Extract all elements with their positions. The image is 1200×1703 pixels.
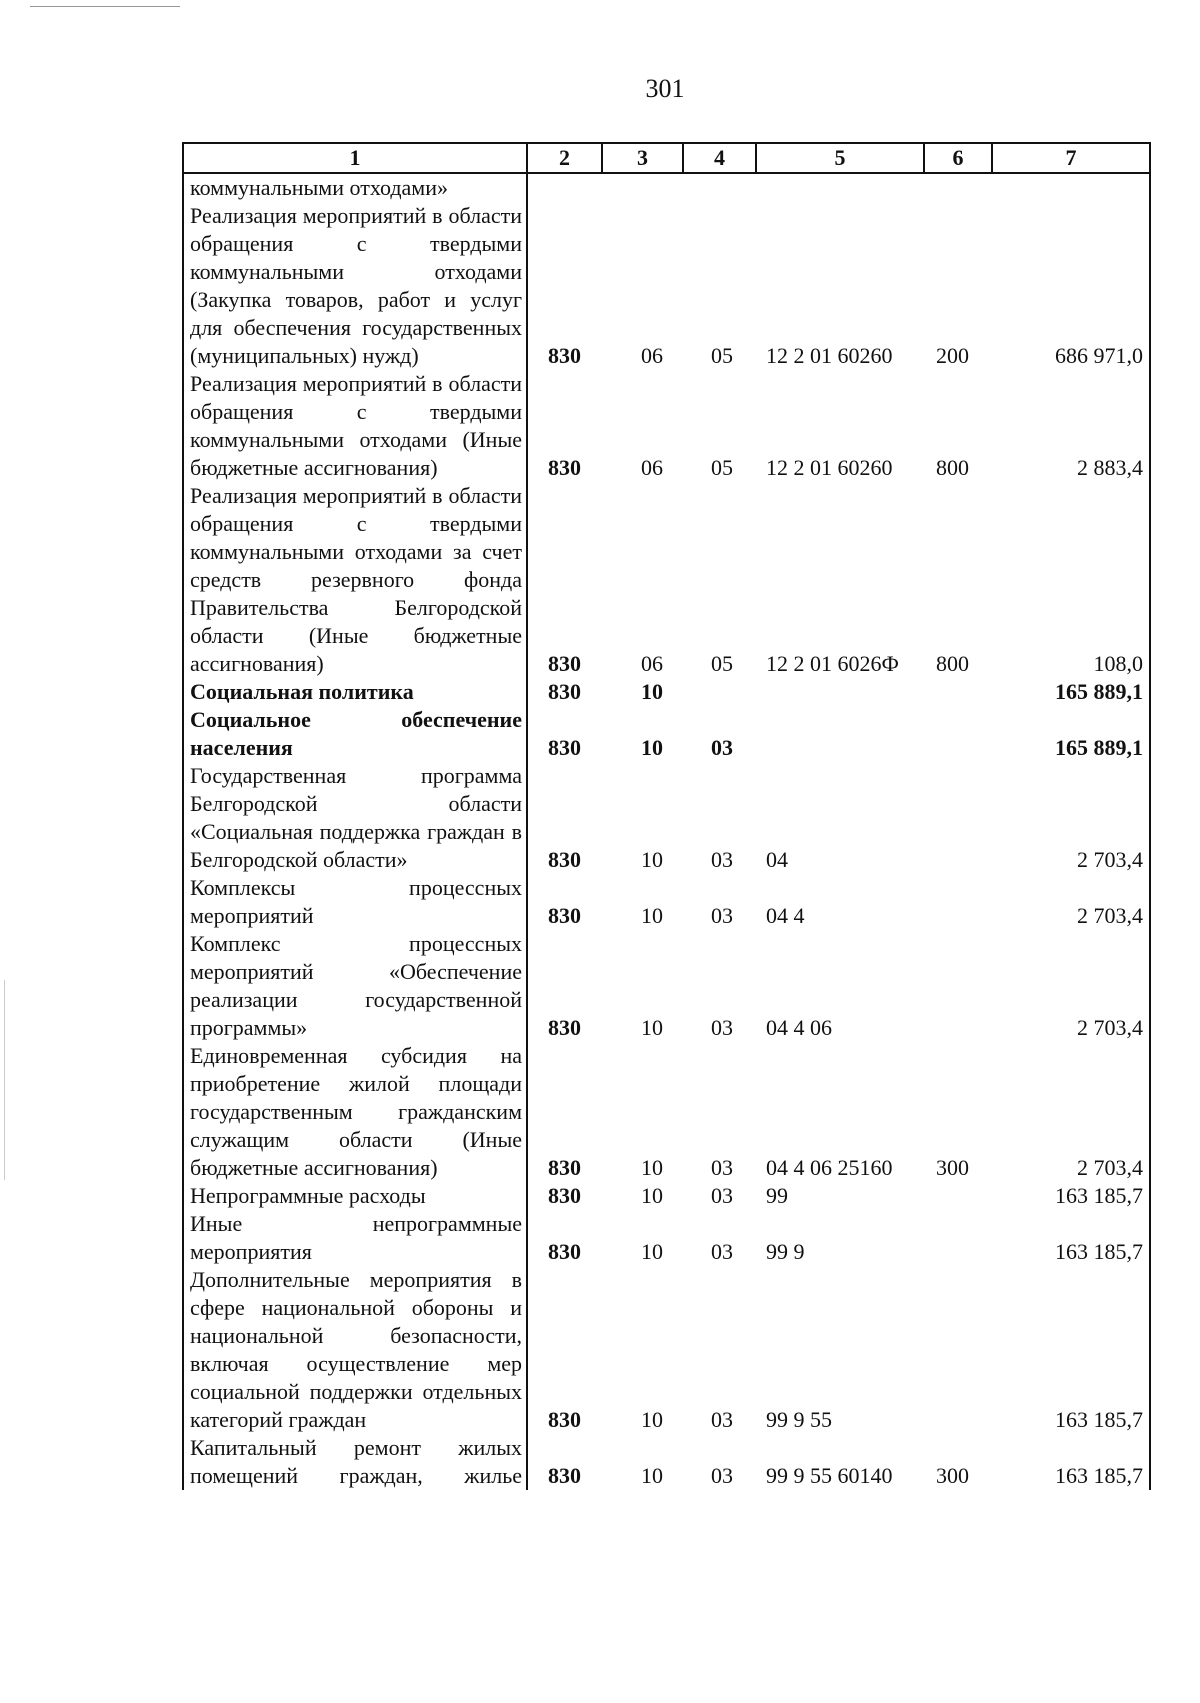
table-row — [183, 1042, 1150, 1182]
cell-subsection: 03 — [711, 1463, 733, 1488]
cell-expense-type — [924, 874, 992, 930]
cell-name: Единовременная субсидия на приобретение жилой площади государственным гражданским служащим области (Иные бюджетные ассигнования) — [183, 1042, 527, 1182]
table-row — [183, 1210, 1150, 1266]
cell-expense-type — [924, 173, 992, 202]
cell-target-article: 12 2 01 6026Ф — [766, 651, 899, 676]
cell-expense-type: 800 — [936, 455, 969, 480]
cell-name: Иные непрограммные мероприятия — [183, 1210, 527, 1266]
table-row — [183, 1434, 1150, 1490]
cell-admin-code: 830 — [548, 1155, 581, 1180]
cell-admin-code — [527, 173, 602, 202]
cell-section: 06 — [641, 651, 663, 676]
cell-target-article: 99 9 55 — [766, 1407, 832, 1432]
cell-admin-code: 830 — [548, 847, 581, 872]
cell-name: Дополнительные мероприятия в сфере национальной обороны и национальной безопасности, включая осуществление мер социальной поддержки отдельных категорий граждан — [183, 1266, 527, 1434]
header-row — [183, 143, 1150, 173]
table-row — [183, 1182, 1150, 1210]
cell-target-article — [756, 173, 924, 202]
cell-name: Реализация мероприятий в области обращения с твердыми коммунальными отходами (Иные бюджетные ассигнования) — [183, 370, 527, 482]
cell-subsection: 03 — [711, 1015, 733, 1040]
cell-subsection: 03 — [711, 903, 733, 928]
cell-section: 10 — [641, 1407, 663, 1432]
cell-name: Социальная политика — [183, 678, 527, 706]
header-col-2: 2 — [527, 143, 602, 173]
cell-amount: 108,0 — [1093, 651, 1143, 676]
cell-subsection: 03 — [711, 735, 733, 760]
cell-expense-type — [924, 762, 992, 874]
cell-amount: 163 185,7 — [1055, 1183, 1143, 1208]
cell-section: 06 — [641, 343, 663, 368]
header-col-6: 6 — [924, 143, 992, 173]
cell-expense-type — [924, 678, 992, 706]
cell-name: Комплекс процессных мероприятий «Обеспечение реализации государственной программы» — [183, 930, 527, 1042]
cell-admin-code: 830 — [548, 1239, 581, 1264]
table-row — [183, 874, 1150, 930]
cell-amount: 2 883,4 — [1077, 455, 1143, 480]
cell-target-article: 04 — [766, 847, 788, 872]
cell-amount: 2 703,4 — [1077, 1015, 1143, 1040]
cell-target-article: 99 9 — [766, 1239, 805, 1264]
header-col-7: 7 — [992, 143, 1150, 173]
cell-target-article — [756, 706, 924, 762]
cell-target-article: 04 4 — [766, 903, 805, 928]
cell-section: 10 — [641, 1015, 663, 1040]
cell-subsection: 05 — [711, 455, 733, 480]
table-row — [183, 930, 1150, 1042]
cell-target-article: 99 — [766, 1183, 788, 1208]
scan-mark-left-edge — [4, 980, 5, 1180]
cell-subsection: 05 — [711, 343, 733, 368]
cell-subsection — [683, 173, 756, 202]
cell-subsection: 03 — [711, 1183, 733, 1208]
table-row — [183, 706, 1150, 762]
cell-amount — [992, 173, 1150, 202]
cell-expense-type: 300 — [936, 1155, 969, 1180]
cell-section: 10 — [641, 1183, 663, 1208]
cell-section: 10 — [641, 1463, 663, 1488]
cell-target-article: 12 2 01 60260 — [766, 343, 893, 368]
cell-admin-code: 830 — [548, 455, 581, 480]
table-row — [183, 202, 1150, 370]
table-row — [183, 173, 1150, 202]
budget-table — [182, 142, 1151, 1490]
cell-admin-code: 830 — [548, 1407, 581, 1432]
page-number: 301 — [645, 74, 685, 103]
cell-subsection — [683, 678, 756, 706]
cell-name: коммунальными отходами» — [183, 173, 527, 202]
cell-expense-type — [924, 706, 992, 762]
cell-section: 10 — [641, 679, 663, 704]
cell-amount: 686 971,0 — [1055, 343, 1143, 368]
cell-target-article: 04 4 06 25160 — [766, 1155, 893, 1180]
cell-admin-code: 830 — [548, 1463, 581, 1488]
cell-amount: 163 185,7 — [1055, 1463, 1143, 1488]
cell-name: Комплексы процессных мероприятий — [183, 874, 527, 930]
cell-admin-code: 830 — [548, 679, 581, 704]
cell-admin-code: 830 — [548, 651, 581, 676]
cell-subsection: 03 — [711, 1239, 733, 1264]
cell-amount: 2 703,4 — [1077, 1155, 1143, 1180]
cell-section: 10 — [641, 847, 663, 872]
cell-amount: 165 889,1 — [1055, 679, 1143, 704]
cell-target-article: 99 9 55 60140 — [766, 1463, 893, 1488]
cell-admin-code: 830 — [548, 735, 581, 760]
cell-name: Реализация мероприятий в области обращения с твердыми коммунальными отходами (Закупка товаров, работ и услуг для обеспечения государственных (муниципальных) нужд) — [183, 202, 527, 370]
cell-expense-type: 300 — [936, 1463, 969, 1488]
cell-section: 06 — [641, 455, 663, 480]
cell-expense-type: 200 — [936, 343, 969, 368]
cell-section: 10 — [641, 1239, 663, 1264]
cell-name: Социальное обеспечение населения — [183, 706, 527, 762]
cell-name: Реализация мероприятий в области обращения с твердыми коммунальными отходами за счет средств резервного фонда Правительства Белгородской области (Иные бюджетные ассигнования) — [183, 482, 527, 678]
header-col-4: 4 — [683, 143, 756, 173]
cell-expense-type — [924, 1266, 992, 1434]
cell-section: 10 — [641, 735, 663, 760]
cell-expense-type — [924, 1182, 992, 1210]
cell-admin-code: 830 — [548, 1015, 581, 1040]
cell-target-article: 04 4 06 — [766, 1015, 832, 1040]
table-row — [183, 1266, 1150, 1434]
header-col-1: 1 — [183, 143, 527, 173]
cell-admin-code: 830 — [548, 1183, 581, 1208]
cell-amount: 163 185,7 — [1055, 1407, 1143, 1432]
cell-amount: 2 703,4 — [1077, 903, 1143, 928]
cell-amount: 165 889,1 — [1055, 735, 1143, 760]
cell-expense-type: 800 — [936, 651, 969, 676]
scan-mark-top-left — [30, 6, 180, 7]
cell-admin-code: 830 — [548, 903, 581, 928]
table-row — [183, 482, 1150, 678]
cell-section: 10 — [641, 903, 663, 928]
cell-subsection: 03 — [711, 1155, 733, 1180]
cell-amount: 163 185,7 — [1055, 1239, 1143, 1264]
header-col-5: 5 — [756, 143, 924, 173]
table-body — [183, 173, 1150, 1490]
cell-amount: 2 703,4 — [1077, 847, 1143, 872]
table-row — [183, 678, 1150, 706]
cell-admin-code: 830 — [548, 343, 581, 368]
cell-subsection: 03 — [711, 847, 733, 872]
cell-name: Государственная программа Белгородской области «Социальная поддержка граждан в Белгородской области» — [183, 762, 527, 874]
cell-section: 10 — [641, 1155, 663, 1180]
header-col-3: 3 — [602, 143, 683, 173]
table-row — [183, 370, 1150, 482]
cell-target-article: 12 2 01 60260 — [766, 455, 893, 480]
cell-subsection: 05 — [711, 651, 733, 676]
cell-subsection: 03 — [711, 1407, 733, 1432]
cell-name: Капитальный ремонт жилых помещений граждан, жилье — [183, 1434, 527, 1490]
cell-name: Непрограммные расходы — [183, 1182, 527, 1210]
cell-expense-type — [924, 930, 992, 1042]
cell-expense-type — [924, 1210, 992, 1266]
cell-target-article — [756, 678, 924, 706]
cell-section — [602, 173, 683, 202]
table-row — [183, 762, 1150, 874]
